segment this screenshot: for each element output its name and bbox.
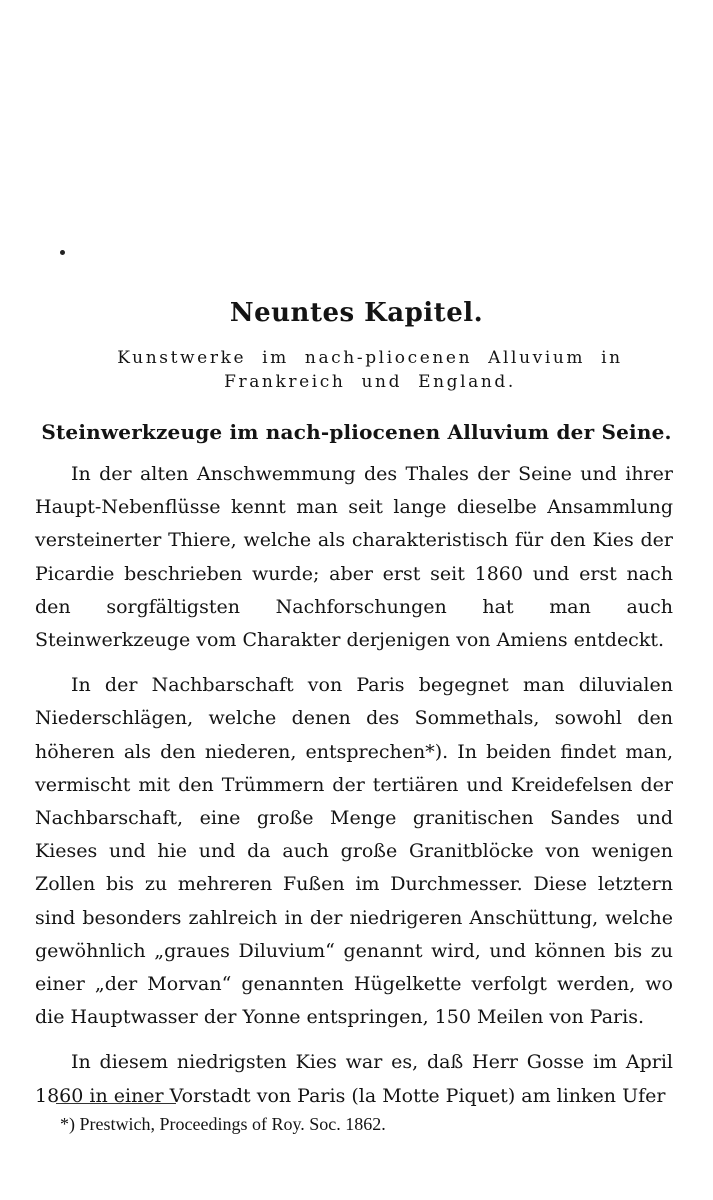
footnote-divider — [56, 1103, 176, 1104]
paragraph: In der Nachbarschaft von Paris begegnet man diluvialen Niederschlägen, welche denen des Sommethals, sowohl den höheren als den niederen, entsprechen*). In beiden findet man, vermischt mit den Trümmern der tertiären und Kreidefelsen der Nachbarschaft, eine große Menge granitischen Sandes und Kieses und hie und da auch große Granitblöcke von wenigen Zollen bis zu mehreren Fußen im Durchmesser. Diese letztern sind besonders zahlreich in der niedrigeren Anschüttung, welche gewöhnlich „graues Diluvium“ genannt wird, und können bis zu einer „der Morvan“ genannten Hügelkette verfolgt werden, wo die Hauptwasser der Yonne entspringen, 150 Meilen von Paris. — [35, 674, 673, 1029]
paragraph: In diesem niedrigsten Kies war es, daß Herr Gosse im April 1860 in einer Vorstadt von Paris (la Motte Piquet) am linken Ufer — [35, 1051, 673, 1107]
paragraph: In der alten Anschwemmung des Thales der Seine und ihrer Haupt-Nebenflüsse kennt man seit lange dieselbe Ansammlung versteinerter Thiere, welche als charakteristisch für den Kies der Picardie beschrieben wurde; aber erst seit 1860 und erst nach den sorgfältigsten Nachforschungen hat man auch Steinwerkzeuge vom Charakter derjenigen von Amiens entdeckt. — [35, 463, 673, 652]
chapter-subtitle: Kunstwerke im nach-pliocenen Alluvium in Frankreich und England. — [117, 348, 623, 392]
body-text — [35, 458, 673, 1125]
chapter-title: Neuntes Kapitel. — [229, 298, 484, 328]
footnote: *) Prestwich, Proceedings of Roy. Soc. 1862. — [60, 1114, 386, 1134]
ink-speck — [60, 250, 65, 255]
section-title: Steinwerkzeuge im nach-pliocenen Alluvium der Seine. — [41, 420, 672, 444]
